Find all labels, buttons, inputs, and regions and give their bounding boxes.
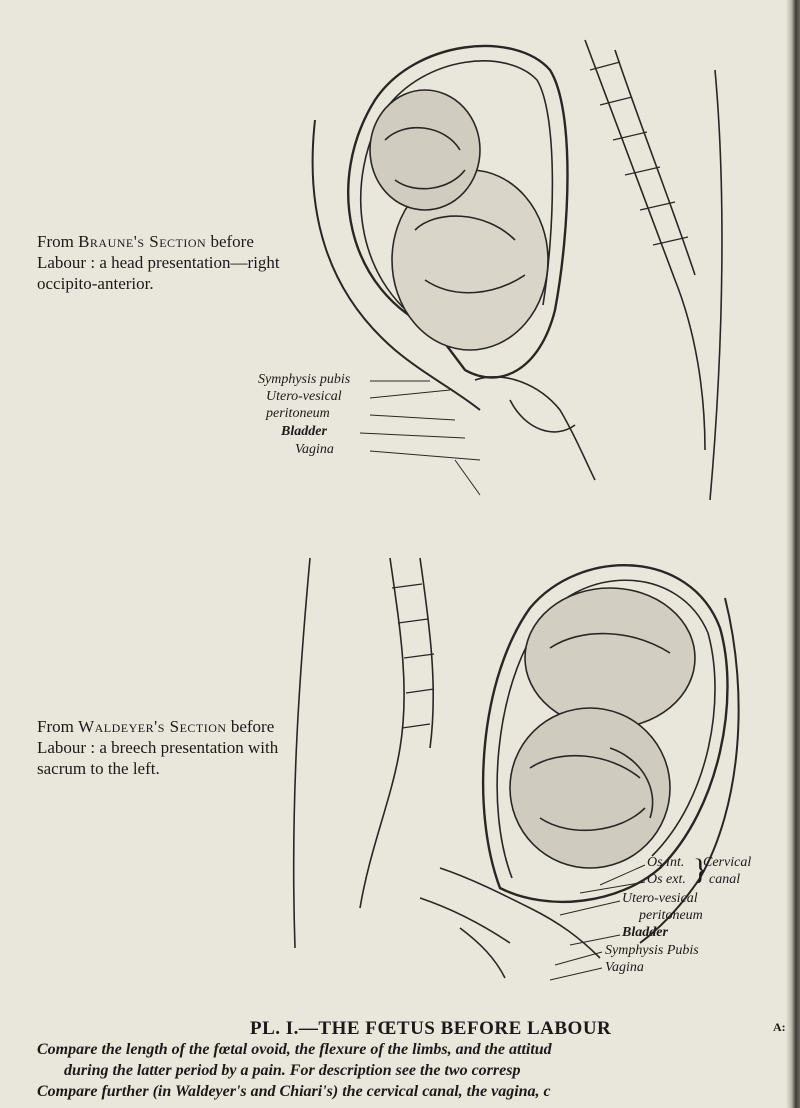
label-symphysis-pubis: Symphysis Pubis xyxy=(605,943,699,958)
page-binding-edge xyxy=(786,0,800,1108)
label-cervical: Cervical xyxy=(703,855,752,870)
upper-caption-author: Braune's Section xyxy=(78,232,207,251)
plate-corner-mark: A: xyxy=(773,1020,786,1034)
label-bladder: Bladder xyxy=(281,424,327,439)
upper-figure-caption xyxy=(37,231,302,294)
label-symphysis-pubis: Symphysis pubis xyxy=(258,372,351,387)
label-canal: canal xyxy=(709,872,741,887)
lower-caption-author: Waldeyer's Section xyxy=(78,717,227,736)
cervical-brace: } xyxy=(693,853,708,886)
plate-title: PL. I.—THE FŒTUS BEFORE LABOUR xyxy=(250,1018,612,1039)
label-peritoneum: peritoneum xyxy=(266,406,330,421)
lower-caption-prefix: From xyxy=(37,717,79,736)
note-line-2: during the latter period by a pain. For description see the two corresp xyxy=(64,1062,521,1079)
label-os-int: Os int. xyxy=(647,855,685,870)
lower-leader-lines xyxy=(540,855,650,985)
lower-figure-caption xyxy=(37,716,287,779)
label-os-ext: Os ext. xyxy=(647,872,686,887)
note-line-1: Compare the length of the fœtal ovoid, the flexure of the limbs, and the attitud xyxy=(37,1041,552,1058)
upper-caption-prefix: From xyxy=(37,232,79,251)
upper-caption-text: before Labour : a head presentation—right occipito-anterior. xyxy=(37,232,280,293)
label-vagina: Vagina xyxy=(295,442,334,457)
label-peritoneum: peritoneum xyxy=(639,908,703,923)
note-line-3: Compare further (in Waldeyer's and Chiari's) the cervical canal, the vagina, c xyxy=(37,1083,551,1100)
label-utero-vesical: Utero-vesical xyxy=(266,389,342,404)
upper-leader-lines xyxy=(340,370,490,500)
label-bladder: Bladder xyxy=(622,925,668,940)
label-vagina: Vagina xyxy=(605,960,644,975)
label-utero-vesical: Utero-vesical xyxy=(622,891,698,906)
lower-caption-text: before Labour : a breech presentation with sacrum to the left. xyxy=(37,717,279,778)
